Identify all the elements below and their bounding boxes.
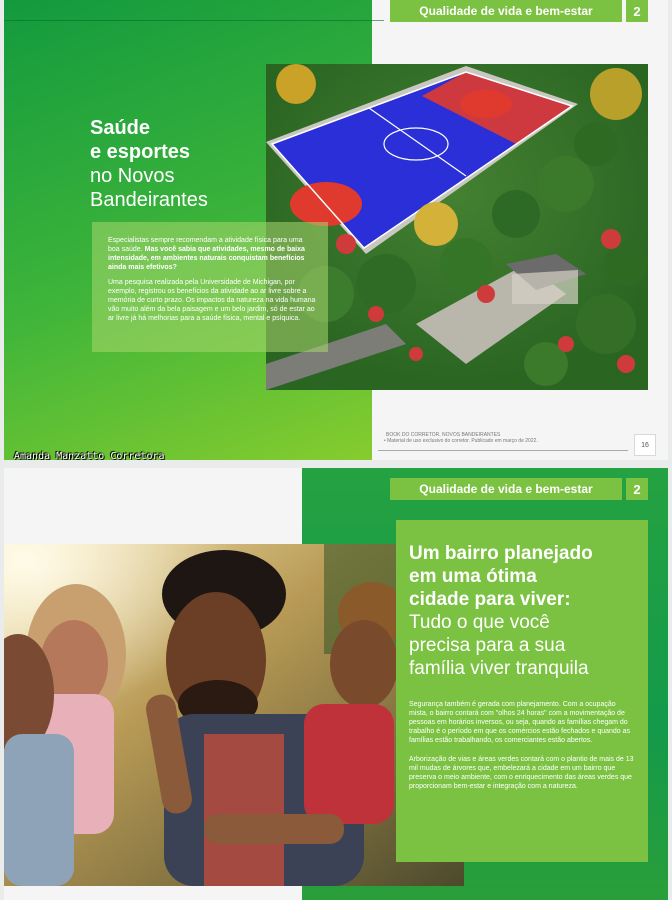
title-line: Bandeirantes — [90, 189, 208, 211]
paragraph-1-bold: Mas você sabia que atividades, mesmo de baixa intensidade, em ambientes naturais conquistam benefícios ainda mais efetivos? — [108, 246, 305, 271]
paragraph-1: Segurança também é gerada com planejamento. Com a ocupação mista, o bairro contará com "olhos 24 horas" com a movimentação de pessoas em horários inversos, ou seja, quando as famílias chegam do trabalho é o período em que os comércios estão fechados e quando as famílias estão trabalhando, os comerciantes estão abertos. — [409, 701, 631, 744]
family-illustration — [4, 544, 464, 886]
footer-rule — [378, 450, 628, 451]
paragraph-1 — [108, 236, 316, 272]
brochure-page-health-sports — [4, 0, 668, 460]
paragraph-2: Arborização de vias e áreas verdes contará com o plantio de mais de 13 mil mudas de árvores que, embelezará a cidade em um bairro que preserva o meio ambiente, com o enriquecimento das áreas verdes que proporcionam bem-estar e integração com a natureza. — [409, 756, 634, 790]
body-text — [409, 700, 636, 791]
subtitle-line: Tudo o que você — [409, 612, 550, 633]
section-header: Qualidade de vida e bem-estar — [390, 0, 622, 22]
page-footer — [384, 432, 538, 444]
title-line: no Novos — [90, 165, 175, 187]
page-title — [90, 116, 208, 212]
section-number: 2 — [626, 478, 648, 500]
title-line: em uma ótima — [409, 566, 537, 587]
section-header: Qualidade de vida e bem-estar — [390, 478, 622, 500]
content-box — [396, 520, 648, 862]
page-number: 16 — [634, 434, 656, 456]
footer-line-2: • Material de uso exclusivo do corretor. Publicado em março de 2022. — [384, 438, 538, 444]
title-line: Um bairro planejado — [409, 543, 593, 564]
title-line: e esportes — [90, 141, 191, 163]
page-title — [409, 542, 636, 680]
subtitle-line: precisa para a sua — [409, 635, 566, 656]
header-rule — [4, 20, 384, 21]
title-line: cidade para viver: — [409, 589, 571, 610]
title-line: Saúde — [90, 117, 151, 139]
intro-text-box — [92, 222, 328, 352]
watermark: Amanda Manzatto Corretora — [14, 451, 165, 460]
section-number: 2 — [626, 0, 648, 22]
paragraph-1-plain: Especialistas sempre recomendam a atividade física para uma boa saúde. — [108, 237, 303, 253]
paragraph-2: Uma pesquisa realizada pela Universidade de Michigan, por exemplo, registrou os benefícios da atividade ao ar livre sobre a memória de curto prazo. Os impactos da natureza na vida humana vão muito além da bela paisagem e um belo jardim, só de estar ao ar livre já há melhorias para a saúde física, mental e psíquica. — [108, 279, 316, 322]
brochure-page-planned-neighborhood — [4, 468, 668, 900]
family-photo — [4, 544, 464, 886]
footer-line-1: BOOK DO CORRETOR, NOVOS BANDEIRANTES — [386, 432, 501, 438]
subtitle-line: família viver tranquila — [409, 658, 589, 679]
